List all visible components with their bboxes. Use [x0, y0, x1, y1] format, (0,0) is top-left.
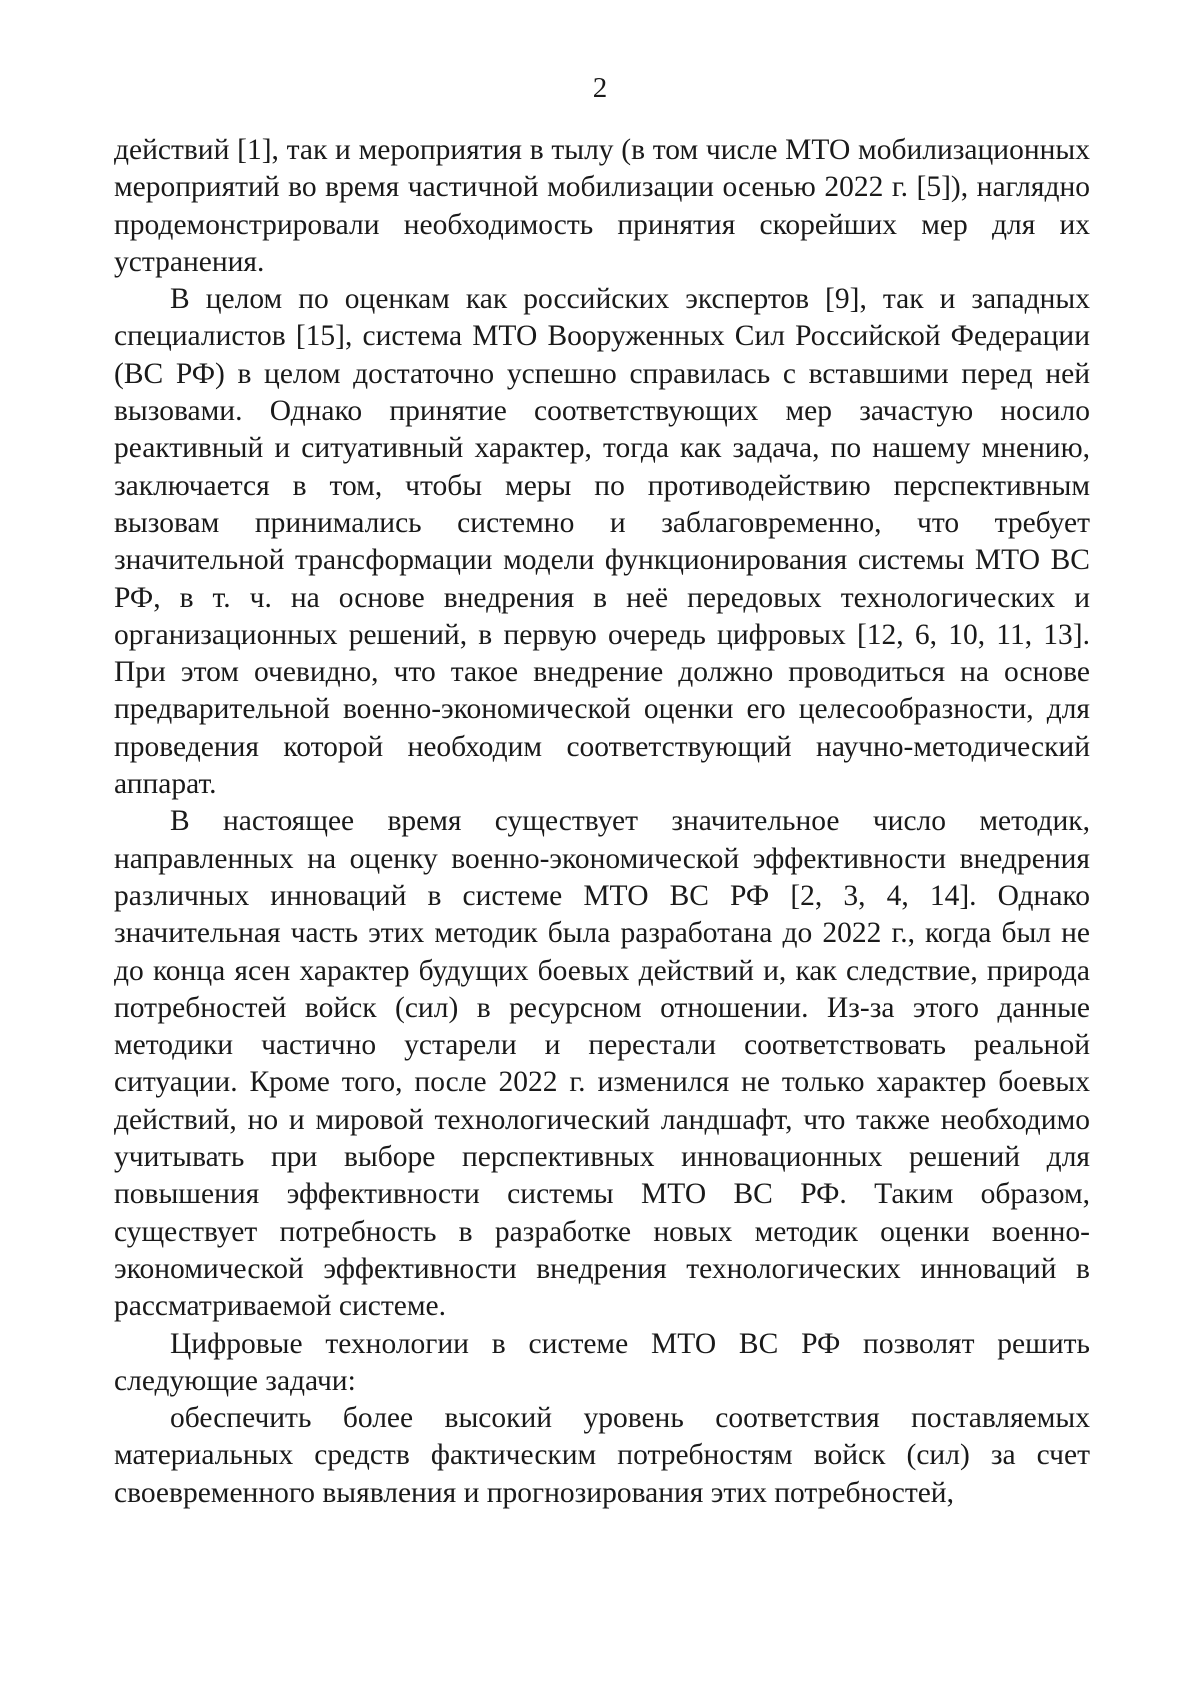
body-text — [114, 132, 1090, 1512]
paragraph-digital-tasks-intro: Цифровые технологии в системе МТО ВС РФ позволят решить следующие задачи: — [114, 1327, 1090, 1397]
paragraph-expert-assessment: В целом по оценкам как российских экспертов [9], так и западных специалистов [15], система МТО Вооруженных Сил Российской Федерации (ВС РФ) в целом достаточно успешно справилась с вставшими перед ней вызовами. Однако принятие соответствующих мер зачастую носило реактивный и ситуативный характер, тогда как задача, по нашему мнению, заключается в том, чтобы меры по противодействию перспективным вызовам принимались системно и заблаговременно, что требует значительной трансформации модели функционирования системы МТО ВС РФ, в т. ч. на основе внедрения в неё передовых технологических и организационных решений, в первую очередь цифровых [12, 6, 10, 11, 13]. При этом очевидно, что такое внедрение должно проводиться на основе предварительной военно-экономической оценки его целесообразности, для проведения которой необходим соответствующий научно-методический аппарат. — [114, 283, 1090, 801]
paragraph-existing-methods: В настоящее время существует значительное число методик, направленных на оценку военно-экономической эффективности внедрения различных инноваций в системе МТО ВС РФ [2, 3, 4, 14]. Однако значительная часть этих методик была разработана до 2022 г., когда был не до конца ясен характер будущих боевых действий и, как следствие, природа потребностей войск (сил) в ресурсном отношении. Из-за этого данные методики частично устарели и перестали соответствовать реальной ситуации. Кроме того, после 2022 г. изменился не только характер боевых действий, но и мировой технологический ландшафт, что также необходимо учитывать при выборе перспективных инновационных решений для повышения эффективности системы МТО ВС РФ. Таким образом, существует потребность в разработке новых методик оценки военно-экономической эффективности внедрения технологических инноваций в рассматриваемой системе. — [114, 805, 1090, 1323]
page-number: 2 — [592, 72, 608, 104]
paragraph-continuation: действий [1], так и мероприятия в тылу (в том числе МТО мобилизационных мероприятий во время частичной мобилизации осенью 2022 г. [5]), наглядно продемонстрировали необходимость принятия скорейших мер для их устранения. — [114, 134, 1090, 278]
paragraph-task-item: обеспечить более высокий уровень соответствия поставляемых материальных средств фактическим потребностям войск (сил) за счет своевременного выявления и прогнозирования этих потребностей, — [114, 1402, 1090, 1509]
